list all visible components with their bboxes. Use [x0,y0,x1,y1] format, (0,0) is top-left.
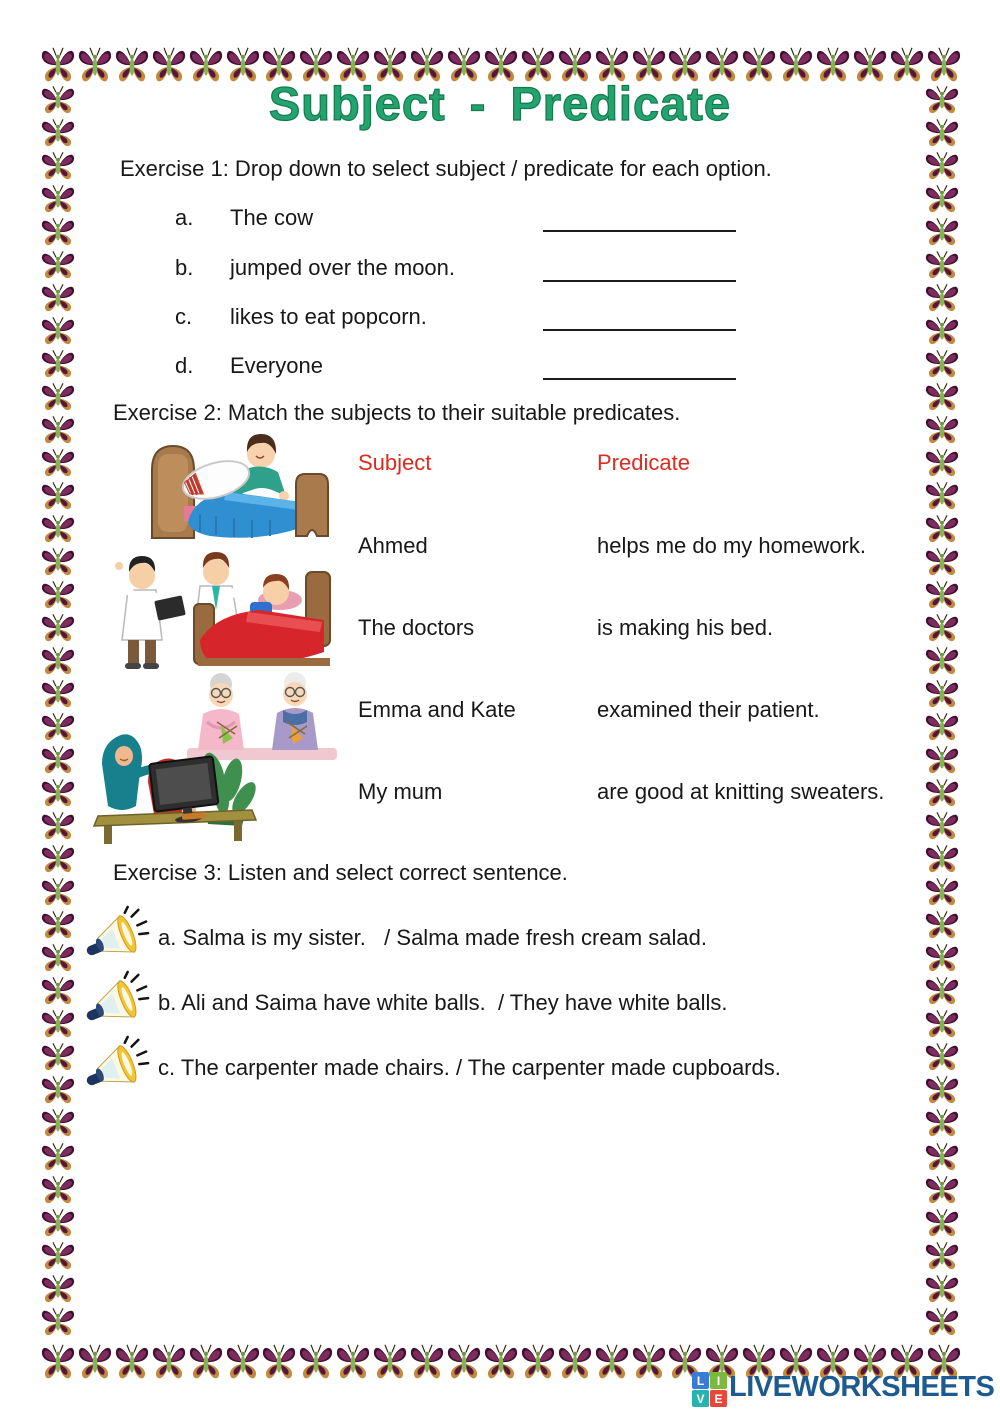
megaphone-icon [84,905,150,971]
doctors-examining-patient-illustration [98,544,338,676]
butterfly-icon [924,876,960,908]
butterfly-icon [261,1342,297,1382]
ex2-predicate-helps-homework[interactable]: helps me do my homework. [597,533,866,558]
butterfly-icon [924,711,960,743]
butterfly-icon [40,216,76,248]
butterfly-icon [40,1141,76,1173]
ex3-sentence-option-b[interactable]: b. Ali and Saima have white balls. / They have white balls. [158,990,728,1015]
butterfly-icon [924,1041,960,1073]
ex1-item-d-text: Everyone [230,353,323,378]
butterfly-icon [924,1273,960,1305]
butterfly-icon [151,1342,187,1382]
butterfly-icon [924,216,960,248]
butterfly-icon [40,1240,76,1272]
butterfly-icon [924,909,960,941]
butterfly-icon [40,1008,76,1040]
ex1-answer-dropdown-a[interactable] [543,206,736,232]
megaphone-icon [84,1035,150,1101]
butterfly-icon [924,513,960,545]
butterfly-icon [409,1342,445,1382]
butterfly-icon [40,843,76,875]
butterfly-icon [40,1107,76,1139]
butterfly-icon [446,1342,482,1382]
butterfly-icon [924,579,960,611]
ex2-predicate-examined-patient[interactable]: examined their patient. [597,697,820,722]
butterfly-icon [924,810,960,842]
butterfly-icon [40,480,76,512]
butterfly-icon [40,810,76,842]
butterfly-icon [924,315,960,347]
butterfly-icon [924,1141,960,1173]
butterfly-icon [924,1174,960,1206]
butterfly-icon [77,1342,113,1382]
butterfly-icon [594,1342,630,1382]
ex2-subject-column-header: Subject [358,450,432,475]
exercise3-heading: Exercise 3: Listen and select correct sentence. [113,860,568,885]
ex1-item-c-letter: c. [175,304,193,329]
butterfly-icon [40,183,76,215]
butterfly-icon [924,678,960,710]
butterfly-icon [40,909,76,941]
butterfly-icon [631,1342,667,1382]
ex2-predicate-column-header: Predicate [597,450,690,475]
butterfly-border-left [40,84,76,1338]
butterfly-icon [924,282,960,314]
audio-play-button-b[interactable] [84,970,150,1036]
butterfly-icon [40,414,76,446]
butterfly-icon [40,711,76,743]
butterfly-icon [924,744,960,776]
butterfly-icon [225,1342,261,1382]
butterfly-icon [40,645,76,677]
ex2-subject-ahmed[interactable]: Ahmed [358,533,428,558]
ex2-subject-the-doctors[interactable]: The doctors [358,615,475,640]
butterfly-icon [40,315,76,347]
butterfly-icon [924,381,960,413]
butterfly-icon [924,1240,960,1272]
butterfly-icon [40,612,76,644]
butterfly-icon [924,777,960,809]
liveworksheets-logo-icon [692,1372,728,1408]
butterfly-icon [40,249,76,281]
ex3-sentence-option-a[interactable]: a. Salma is my sister. / Salma made fresh cream salad. [158,925,707,950]
butterfly-icon [40,150,76,182]
ex1-item-b-text: jumped over the moon. [230,255,456,280]
butterfly-icon [372,1342,408,1382]
logo-square-v: V [692,1390,709,1407]
butterfly-icon [40,447,76,479]
butterfly-icon [40,513,76,545]
ex1-item-a-letter: a. [175,205,194,230]
butterfly-icon [924,447,960,479]
butterfly-icon [40,942,76,974]
butterfly-icon [924,546,960,578]
logo-square-l: L [692,1372,709,1389]
megaphone-icon [84,970,150,1036]
butterfly-icon [40,1342,76,1382]
butterfly-icon [40,579,76,611]
butterfly-icon [40,381,76,413]
exercise1-heading: Exercise 1: Drop down to select subject / predicate for each option. [120,156,772,181]
butterfly-icon [40,678,76,710]
ex2-predicate-knitting-sweaters[interactable]: are good at knitting sweaters. [597,779,885,804]
exercise2-heading: Exercise 2: Match the subjects to their suitable predicates. [113,400,681,425]
ex1-answer-dropdown-b[interactable] [543,256,736,282]
butterfly-icon [924,1074,960,1106]
butterfly-icon [114,1342,150,1382]
page-title: Subject - Predicate [268,77,732,130]
butterfly-icon [924,645,960,677]
butterfly-icon [40,282,76,314]
butterfly-icon [40,744,76,776]
audio-play-button-a[interactable] [84,905,150,971]
butterfly-icon [40,777,76,809]
butterfly-icon [924,1008,960,1040]
audio-play-button-c[interactable] [84,1035,150,1101]
butterfly-icon [40,876,76,908]
ex1-item-d-letter: d. [175,353,194,378]
butterfly-icon [924,1207,960,1239]
butterfly-icon [188,1342,224,1382]
butterfly-icon [40,975,76,1007]
ex3-sentence-option-c[interactable]: c. The carpenter made chairs. / The carpenter made cupboards. [158,1055,781,1080]
butterfly-border-right [924,84,960,1338]
butterfly-icon [483,1342,519,1382]
butterfly-icon [335,1342,371,1382]
butterfly-icon [924,612,960,644]
butterfly-icon [40,1306,76,1338]
mum-and-girl-at-computer-illustration [86,714,264,846]
butterfly-icon [520,1342,556,1382]
butterfly-icon [298,1342,334,1382]
butterfly-icon [924,1306,960,1338]
butterfly-icon [40,348,76,380]
butterfly-icon [557,1342,593,1382]
butterfly-icon [40,1074,76,1106]
ex1-item-a-text: The cow [230,205,314,230]
ex2-subject-my-mum[interactable]: My mum [358,779,443,804]
butterfly-icon [40,1273,76,1305]
butterfly-icon [924,942,960,974]
butterfly-icon [40,1207,76,1239]
ex1-answer-dropdown-c[interactable] [543,305,736,331]
logo-square-e: E [710,1390,727,1407]
ex1-item-b-letter: b. [175,255,194,280]
boy-making-bed-illustration [138,428,336,542]
ex2-predicate-making-bed[interactable]: is making his bed. [597,615,774,640]
butterfly-icon [40,1041,76,1073]
butterfly-icon [40,546,76,578]
butterfly-icon [924,348,960,380]
butterfly-icon [924,183,960,215]
butterfly-icon [924,975,960,1007]
ex2-subject-emma-and-kate[interactable]: Emma and Kate [358,697,516,722]
butterfly-icon [924,1107,960,1139]
butterfly-icon [924,414,960,446]
logo-square-i: I [710,1372,727,1389]
butterfly-icon [924,249,960,281]
butterfly-icon [924,480,960,512]
ex1-item-c-text: likes to eat popcorn. [230,304,427,329]
liveworksheets-brand-text: LIVEWORKSHEETS [729,1371,995,1403]
butterfly-icon [924,150,960,182]
butterfly-icon [40,1174,76,1206]
butterfly-icon [924,843,960,875]
ex1-answer-dropdown-d[interactable] [543,354,736,380]
